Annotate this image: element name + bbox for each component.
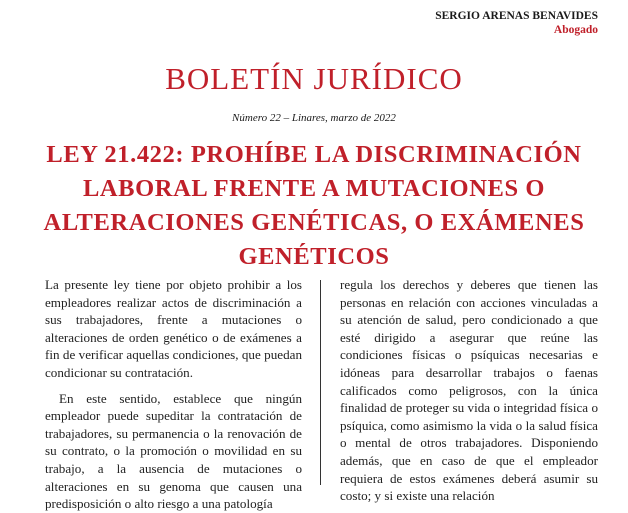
author-block: [435, 9, 598, 37]
right-column: [340, 276, 598, 505]
paragraph: regula los derechos y deberes que tienen las personas en relación con acciones vinculadas a su atención de salud, pero condicionado a que esté dirigido a asegurar que reúne las condiciones físicas o psíquicas necesarias e idóneas para desarrollar trabajos o faenas calificados como peligrosos, con la única finalidad de proteger su vida o integridad física o psíquica, como asimismo la vida o la salud física o mental de otros trabajadores. Disponiendo además, que en caso de que el empleador requiera de estos exámenes deberá asumir su costo; y si existe una relación: [340, 277, 598, 504]
author-role: Abogado: [553, 24, 598, 36]
author-name: SERGIO ARENAS BENAVIDES: [435, 10, 598, 22]
issue-line: Número 22 – Linares, marzo de 2022: [232, 112, 396, 124]
left-column: [45, 276, 302, 513]
article-headline: LEY 21.422: PROHÍBE LA DISCRIMINACIÓN LABORAL FRENTE A MUTACIONES O ALTERACIONES GENÉTICAS, O EXÁMENES GENÉTICOS: [43, 141, 585, 270]
paragraph: En este sentido, establece que ningún empleador puede supeditar la contratación de trabajadores, su permanencia o la renovación de su contrato, o la promoción o movilidad en su trabajo, a la ausencia de mutaciones o alteraciones en su genoma que causen una predisposición o alto riesgo a una patología: [45, 390, 302, 512]
column-divider: [320, 280, 321, 485]
bulletin-title: BOLETÍN JURÍDICO: [165, 61, 463, 96]
paragraph: La presente ley tiene por objeto prohibir a los empleadores realizar actos de discriminación a sus trabajadores, frente a mutaciones o alteraciones de orden genético o de exámenes a fin de verificar aquellas condiciones, que puedan condicionar su contratación.: [45, 277, 302, 380]
